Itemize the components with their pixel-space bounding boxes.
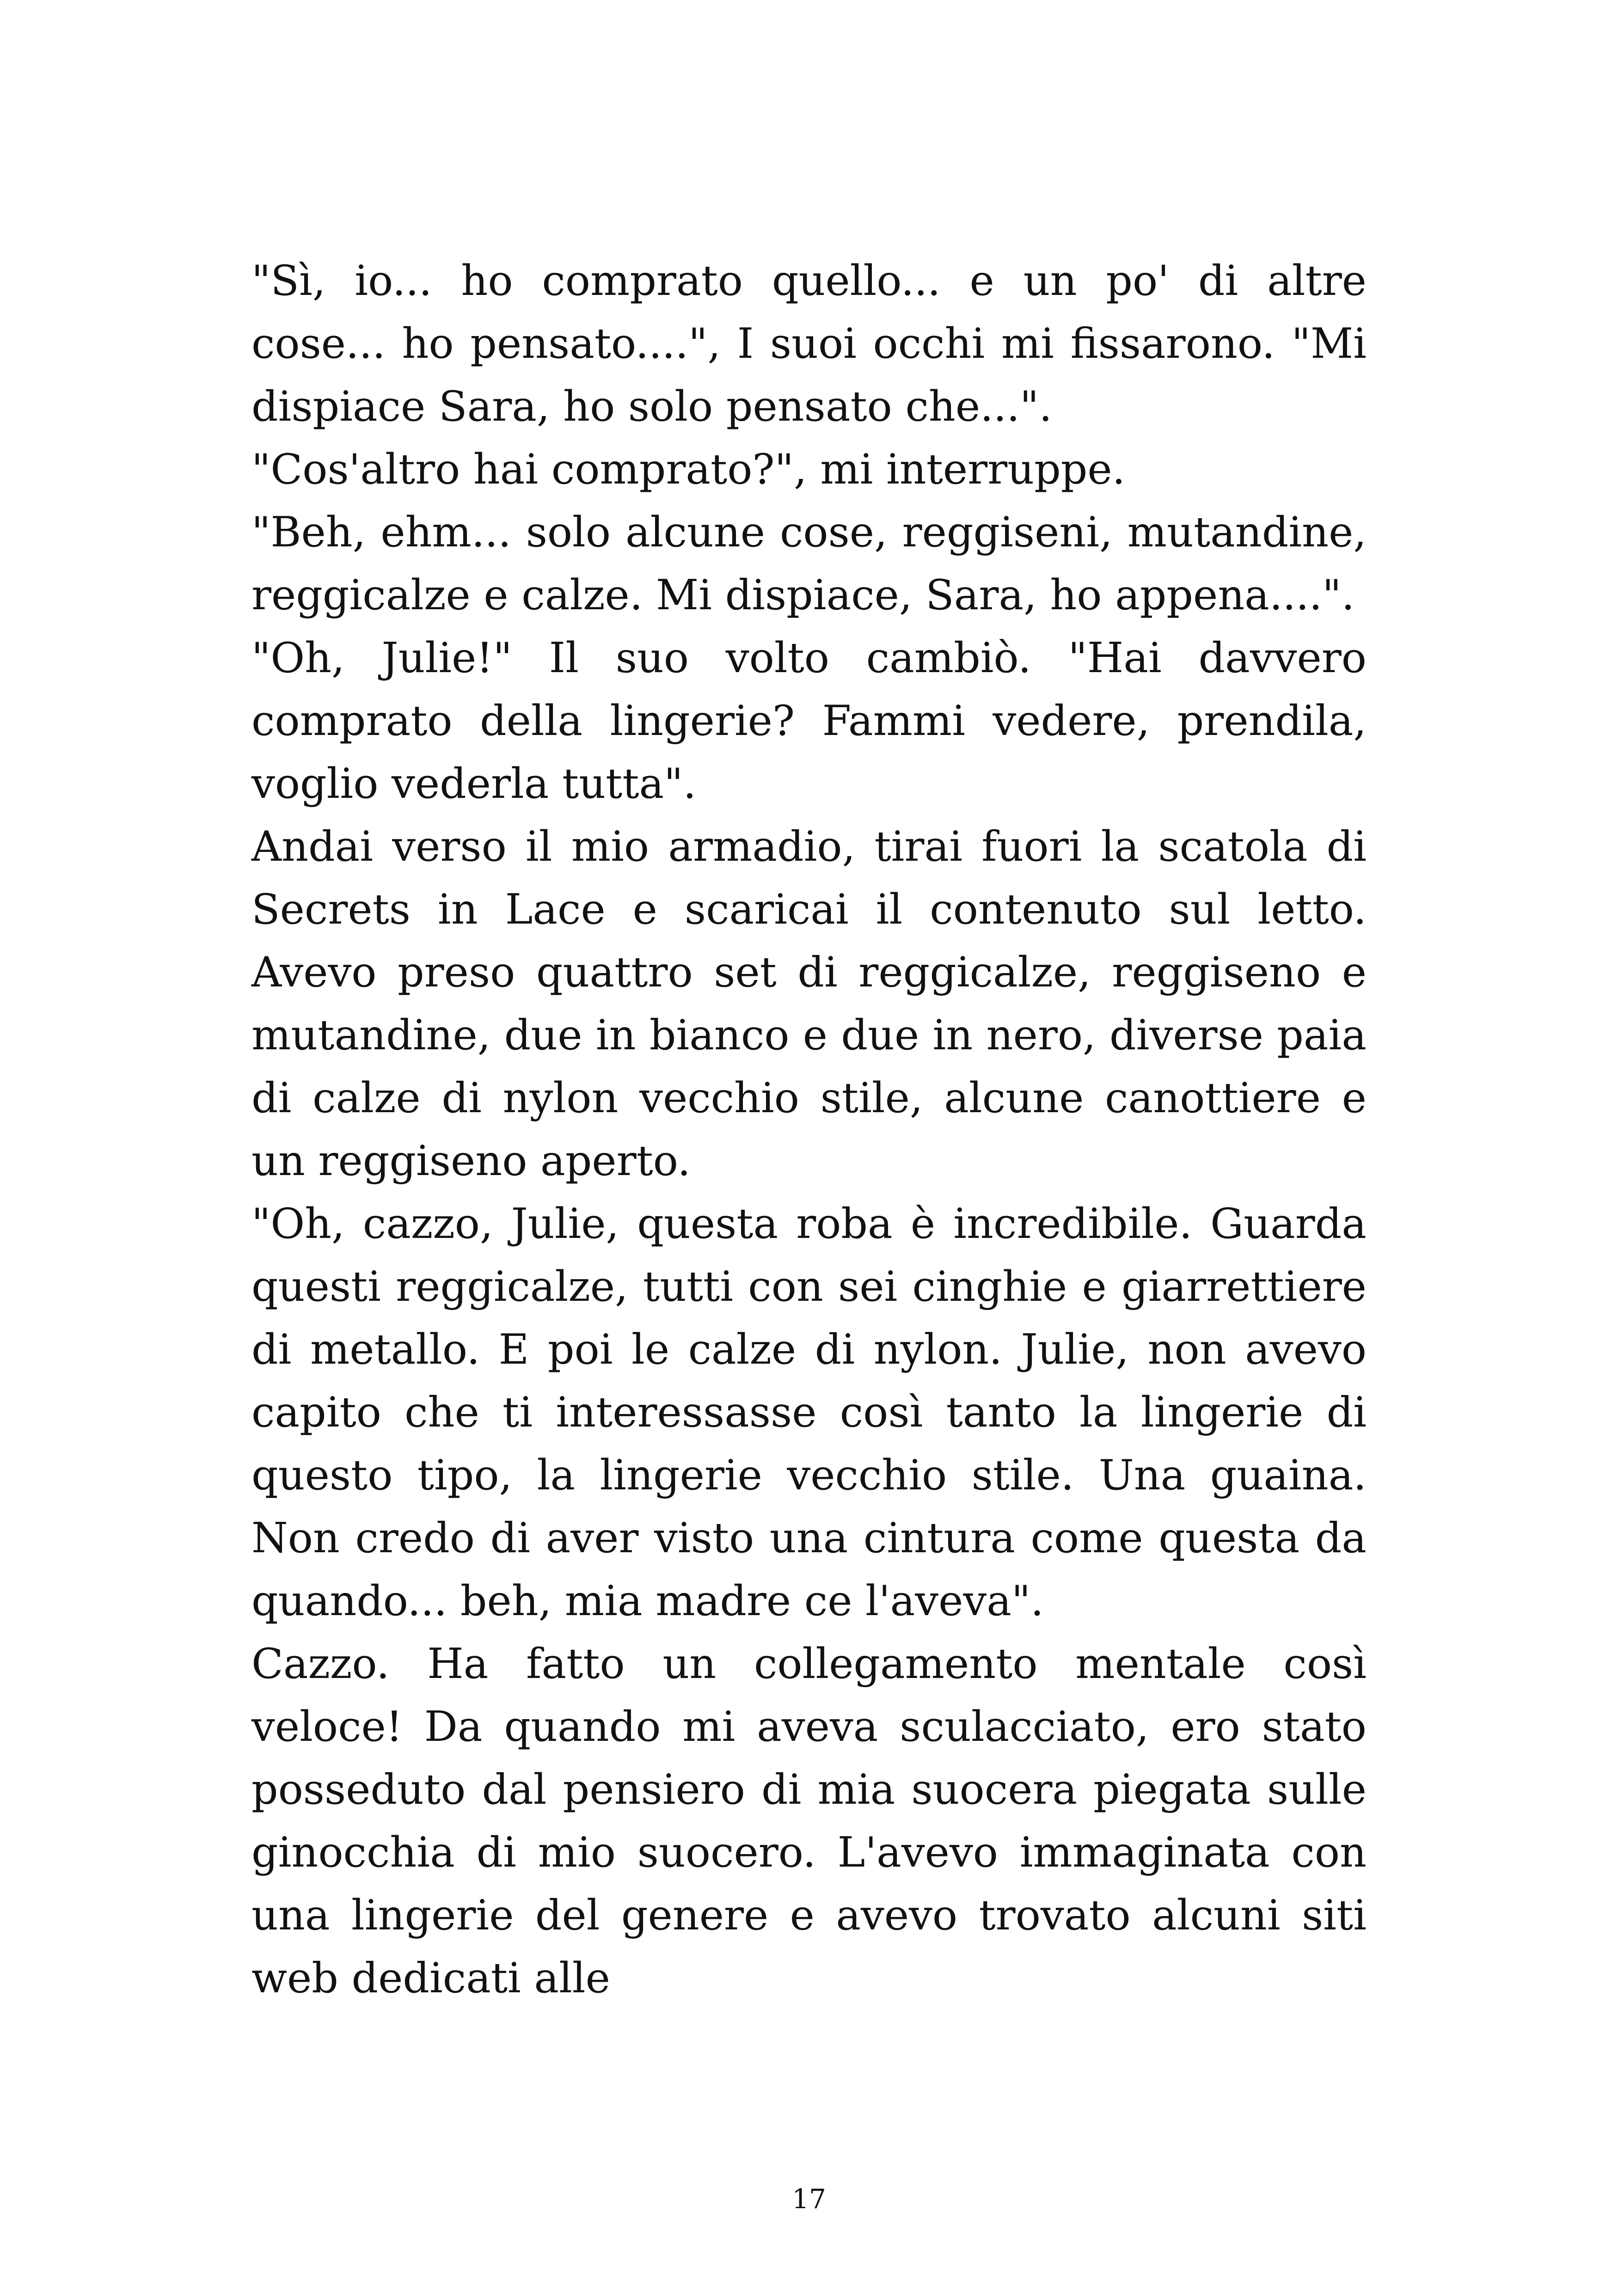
- paragraph: "Cos'altro hai comprato?", mi interruppe.: [251, 445, 1126, 494]
- paragraph: Andai verso il mio armadio, tirai fuori la scatola di Secrets in Lace e scaricai il contenuto sul letto. Avevo preso quattro set di reggicalze, reggiseno e mutandine, due in bianco e due in nero, diverse paia di calze di nylon vecchio stile, alcune canottiere e un reggiseno aperto.: [251, 822, 1367, 1185]
- page-number: 17: [792, 2183, 826, 2215]
- paragraph: "Oh, cazzo, Julie, questa roba è incredibile. Guarda questi reggicalze, tutti con sei cinghie e giarrettiere di metallo. E poi le calze di nylon. Julie, non avevo capito che ti interessasse così tanto la lingerie di questo tipo, la lingerie vecchio stile. Una guaina. Non credo di aver visto una cintura come questa da quando... beh, mia madre ce l'aveva".: [251, 1200, 1367, 1625]
- paragraph: Cazzo. Ha fatto un collegamento mentale così veloce! Da quando mi aveva sculacciato, ero stato posseduto dal pensiero di mia suocera piegata sulle ginocchia di mio suocero. L'avevo immaginata con una lingerie del genere e avevo trovato alcuni siti web dedicati alle: [251, 1640, 1367, 2002]
- paragraph: "Oh, Julie!" Il suo volto cambiò. "Hai davvero comprato della lingerie? Fammi vedere, prendila, voglio vederla tutta".: [251, 634, 1367, 808]
- paragraph: "Sì, io... ho comprato quello... e un po' di altre cose... ho pensato....", I suoi occhi mi fissarono. "Mi dispiace Sara, ho solo pensato che...".: [251, 257, 1367, 431]
- body-text: [251, 250, 1367, 2010]
- paragraph: "Beh, ehm... solo alcune cose, reggiseni, mutandine, reggicalze e calze. Mi dispiace, Sara, ho appena....".: [251, 508, 1367, 619]
